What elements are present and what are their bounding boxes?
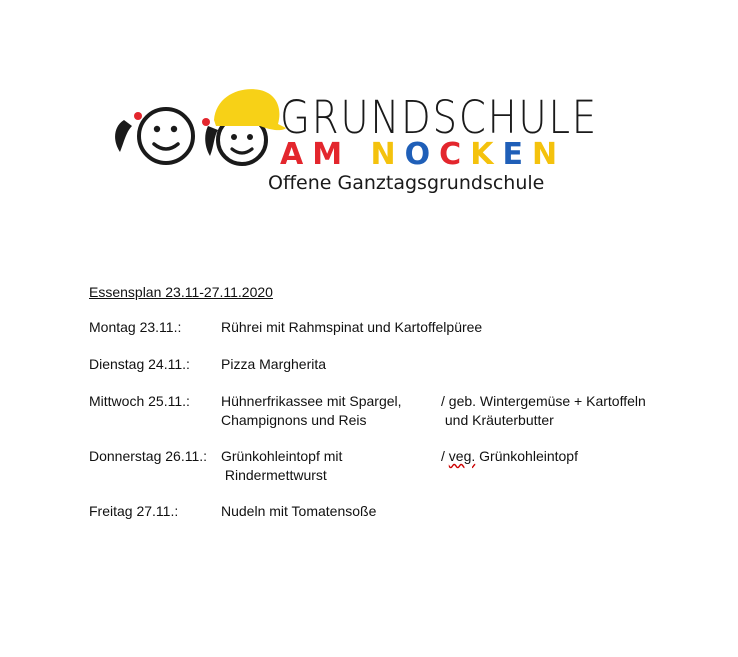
- alt-line: / geb. Wintergemüse + Kartoffeln: [441, 393, 646, 409]
- subtitle-letter: O: [404, 137, 440, 172]
- meal-plan: [89, 283, 646, 519]
- subtitle-letter: [351, 138, 370, 172]
- subtitle-letter: A: [280, 137, 313, 172]
- plan-title: Essensplan 23.11-27.11.2020: [89, 284, 273, 300]
- meal-line: Rindermettwurst: [221, 467, 327, 483]
- subtitle-letter: N: [370, 137, 405, 172]
- alt-rest: Grünkohleintopf: [475, 448, 578, 464]
- faces-logo-icon: [110, 82, 290, 172]
- subtitle-letter: K: [470, 137, 503, 172]
- day-label: Mittwoch 25.11.:: [89, 393, 190, 409]
- meal-text: Pizza Margherita: [221, 356, 327, 372]
- school-tagline: Offene Ganztagsgrundschule: [268, 172, 545, 194]
- day-label: Donnerstag 26.11.:: [89, 448, 208, 464]
- meal-text: [221, 392, 402, 430]
- meal-line: Hühnerfrikassee mit Spargel,: [221, 393, 402, 409]
- alternative-meal: [441, 392, 646, 430]
- school-name: GRUNDSCHULE: [280, 91, 598, 144]
- meal-line: Champignons und Reis: [221, 412, 367, 428]
- day-label: Dienstag 24.11.:: [89, 356, 190, 372]
- subtitle-letter: C: [439, 137, 471, 172]
- day-label: Montag 23.11.:: [89, 319, 182, 335]
- school-subtitle: [280, 138, 566, 172]
- subtitle-letter: E: [502, 137, 532, 172]
- alt-prefix: /: [441, 448, 449, 464]
- school-logo: [110, 82, 640, 202]
- alternative-meal: [441, 447, 578, 466]
- meal-text: [221, 447, 342, 485]
- meal-text: Nudeln mit Tomatensoße: [221, 503, 377, 519]
- day-label: Freitag 27.11.:: [89, 503, 179, 519]
- meal-line: Grünkohleintopf mit: [221, 448, 343, 464]
- spellcheck-word: veg.: [448, 448, 476, 464]
- subtitle-letter: M: [312, 137, 352, 172]
- meal-text: Rührei mit Rahmspinat und Kartoffelpüree: [221, 319, 483, 335]
- alt-line: und Kräuterbutter: [441, 412, 554, 428]
- subtitle-letter: N: [531, 137, 567, 172]
